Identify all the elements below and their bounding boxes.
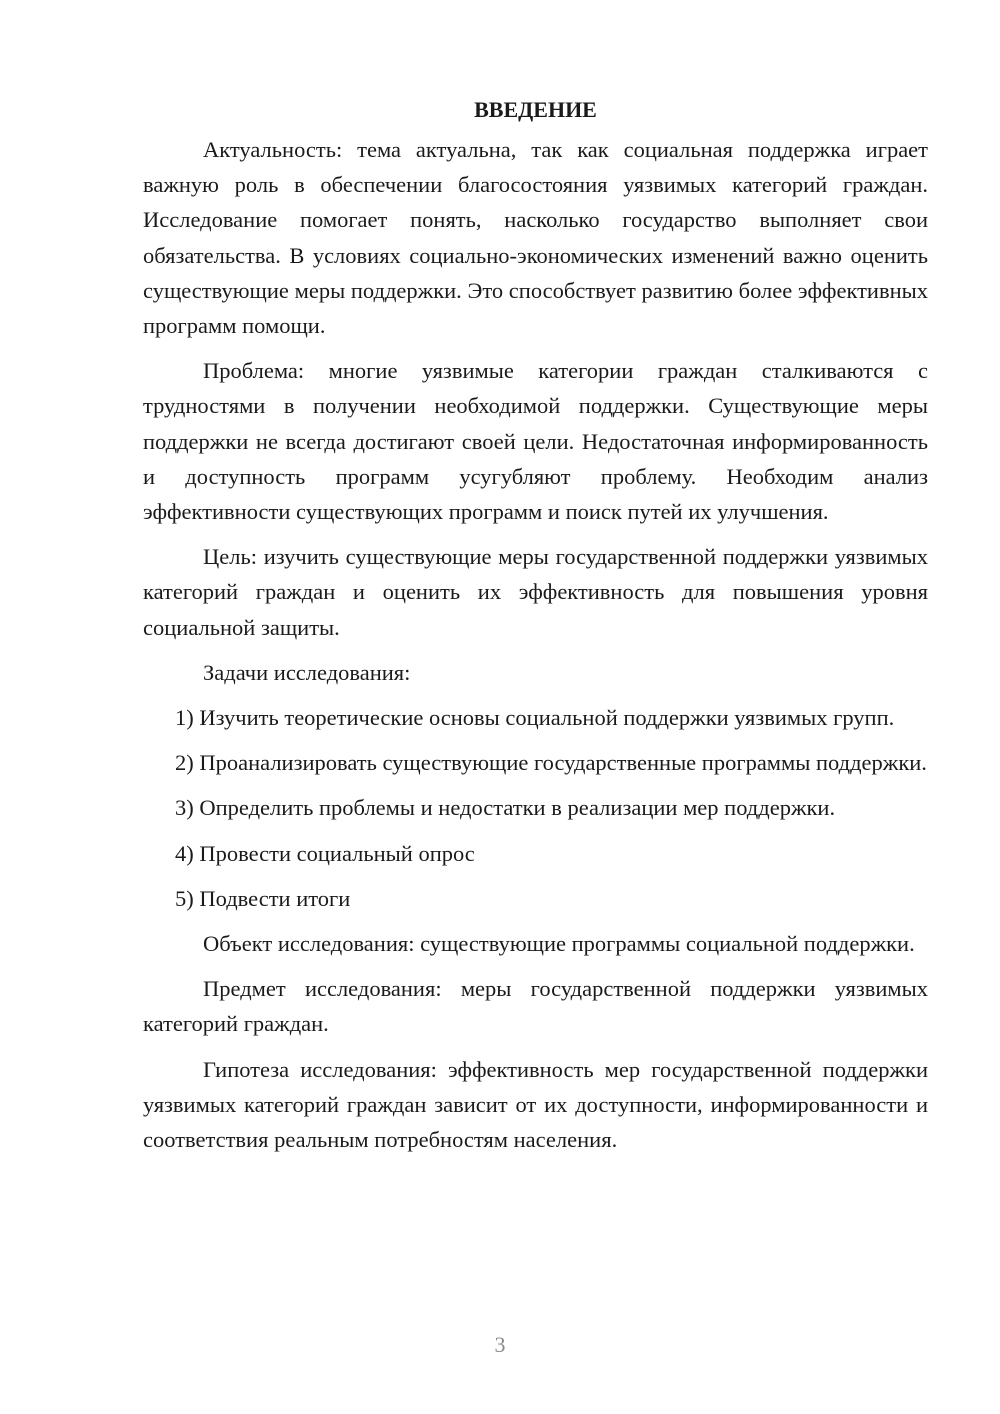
document-page <box>143 92 928 1167</box>
paragraph-problem: Проблема: многие уязвимые категории граждан сталкиваются с трудностями в получении необходимой поддержки. Существующие меры поддержки не всегда достигают своей цели. Недостаточная информированность и доступность программ усугубляют проблему. Необходим анализ эффективности существующих программ и поиск путей их улучшения. <box>143 358 928 525</box>
task-item-3: 3) Определить проблемы и недостатки в реализации мер поддержки. <box>175 795 836 821</box>
paragraph-subject: Предмет исследования: меры государственной поддержки уязвимых категорий граждан. <box>143 976 928 1037</box>
task-item-2: 2) Проанализировать существующие государственные программы поддержки. <box>175 750 927 776</box>
task-item-1: 1) Изучить теоретические основы социальной поддержки уязвимых групп. <box>175 705 895 731</box>
tasks-heading: Задачи исследования: <box>203 659 411 685</box>
page-title: ВВЕДЕНИЕ <box>474 97 597 122</box>
paragraph-relevance: Актуальность: тема актуальна, так как социальная поддержка играет важную роль в обеспечении благосостояния уязвимых категорий граждан. Исследование помогает понять, насколько государство выполняет свои обязательства. В условиях социально-экономических изменений важно оценить существующие меры поддержки. Это способствует развитию более эффективных программ помощи. <box>143 137 928 339</box>
task-item-4: 4) Провести социальный опрос <box>175 840 475 866</box>
paragraph-goal: Цель: изучить существующие меры государственной поддержки уязвимых категорий граждан и оценить их эффективность для повышения уровня социальной защиты. <box>143 544 928 640</box>
paragraph-hypothesis: Гипотеза исследования: эффективность мер государственной поддержки уязвимых категорий граждан зависит от их доступности, информированности и соответствия реальным потребностям населения. <box>143 1056 928 1153</box>
task-item-5: 5) Подвести итоги <box>175 885 351 911</box>
paragraph-object: Объект исследования: существующие программы социальной поддержки. <box>203 931 915 957</box>
page-number: 3 <box>494 1332 506 1357</box>
